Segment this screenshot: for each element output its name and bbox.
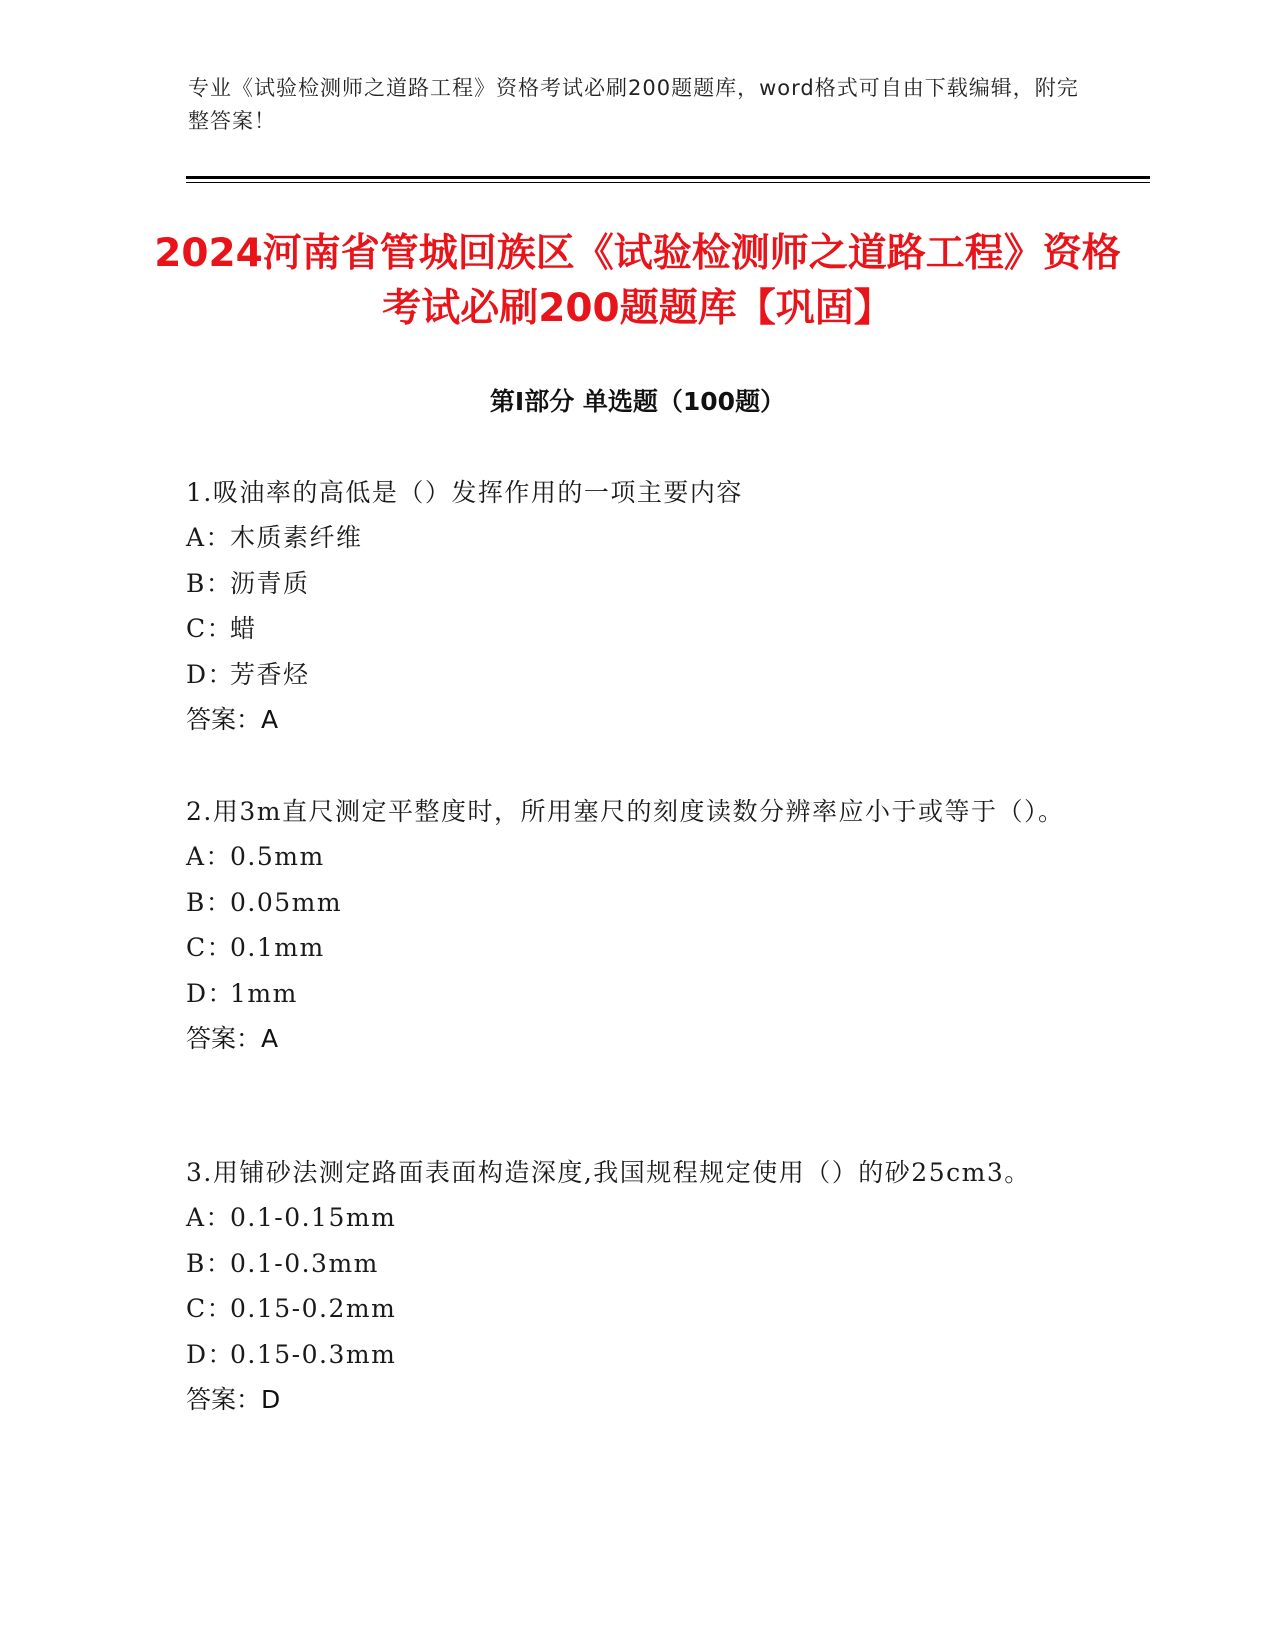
option-text: 1mm [230, 978, 298, 1008]
option-text: 0.05mm [230, 887, 343, 917]
option-c [186, 606, 1086, 652]
document-title: 2024河南省管城回族区《试验检测师之道路工程》资格考试必刷200题题库【巩固】 [154, 231, 1121, 331]
option-a [186, 515, 1086, 561]
question-3 [186, 1150, 1086, 1422]
option-text: 0.5mm [230, 842, 325, 871]
option-a [186, 834, 1086, 880]
option-key: A： [186, 842, 233, 871]
option-key: D： [186, 1339, 235, 1369]
option-key: D： [186, 978, 235, 1008]
option-key: C： [186, 933, 234, 962]
option-b [186, 880, 1086, 926]
answer: 答案：A [186, 705, 279, 734]
option-d [186, 1332, 1086, 1378]
header-divider-thick [186, 176, 1150, 179]
question-2 [186, 789, 1086, 1061]
option-key: B： [186, 1248, 233, 1278]
option-text: 0.1-0.3mm [230, 1248, 379, 1278]
option-text: 0.15-0.3mm [230, 1339, 397, 1369]
option-key: C： [186, 1294, 234, 1323]
option-c [186, 1286, 1086, 1332]
option-b [186, 561, 1086, 607]
option-text: 0.1mm [230, 933, 325, 962]
option-text: 蜡 [230, 614, 257, 643]
option-b [186, 1241, 1086, 1287]
option-d [186, 652, 1086, 698]
option-key: A： [186, 523, 233, 552]
option-key: B： [186, 887, 233, 917]
section-title: 第I部分 单选题（100题） [489, 387, 786, 416]
option-text: 0.1-0.15mm [230, 1203, 397, 1232]
question-stem: 3.用铺砂法测定路面表面构造深度,我国规程规定使用（）的砂25cm3。 [186, 1158, 1031, 1187]
answer: 答案：A [186, 1024, 279, 1053]
question-stem: 1.吸油率的高低是（）发挥作用的一项主要内容 [186, 478, 743, 507]
question-stem: 2.用3m直尺测定平整度时，所用塞尺的刻度读数分辨率应小于或等于（）。 [186, 797, 1065, 826]
answer: 答案：D [186, 1385, 281, 1414]
option-key: B： [186, 568, 233, 598]
header-divider-thin [186, 182, 1150, 183]
header-note: 专业《试验检测师之道路工程》资格考试必刷200题题库，word格式可自由下载编辑，附完整答案！ [188, 76, 1079, 133]
option-key: A： [186, 1203, 233, 1232]
option-key: D： [186, 659, 235, 689]
option-text: 木质素纤维 [230, 523, 363, 552]
option-a [186, 1195, 1086, 1241]
option-key: C： [186, 614, 234, 643]
option-text: 芳香烃 [230, 659, 310, 689]
option-text: 0.15-0.2mm [230, 1294, 397, 1323]
option-text: 沥青质 [230, 568, 310, 598]
question-1 [186, 470, 1086, 742]
option-c [186, 925, 1086, 971]
option-d [186, 971, 1086, 1017]
